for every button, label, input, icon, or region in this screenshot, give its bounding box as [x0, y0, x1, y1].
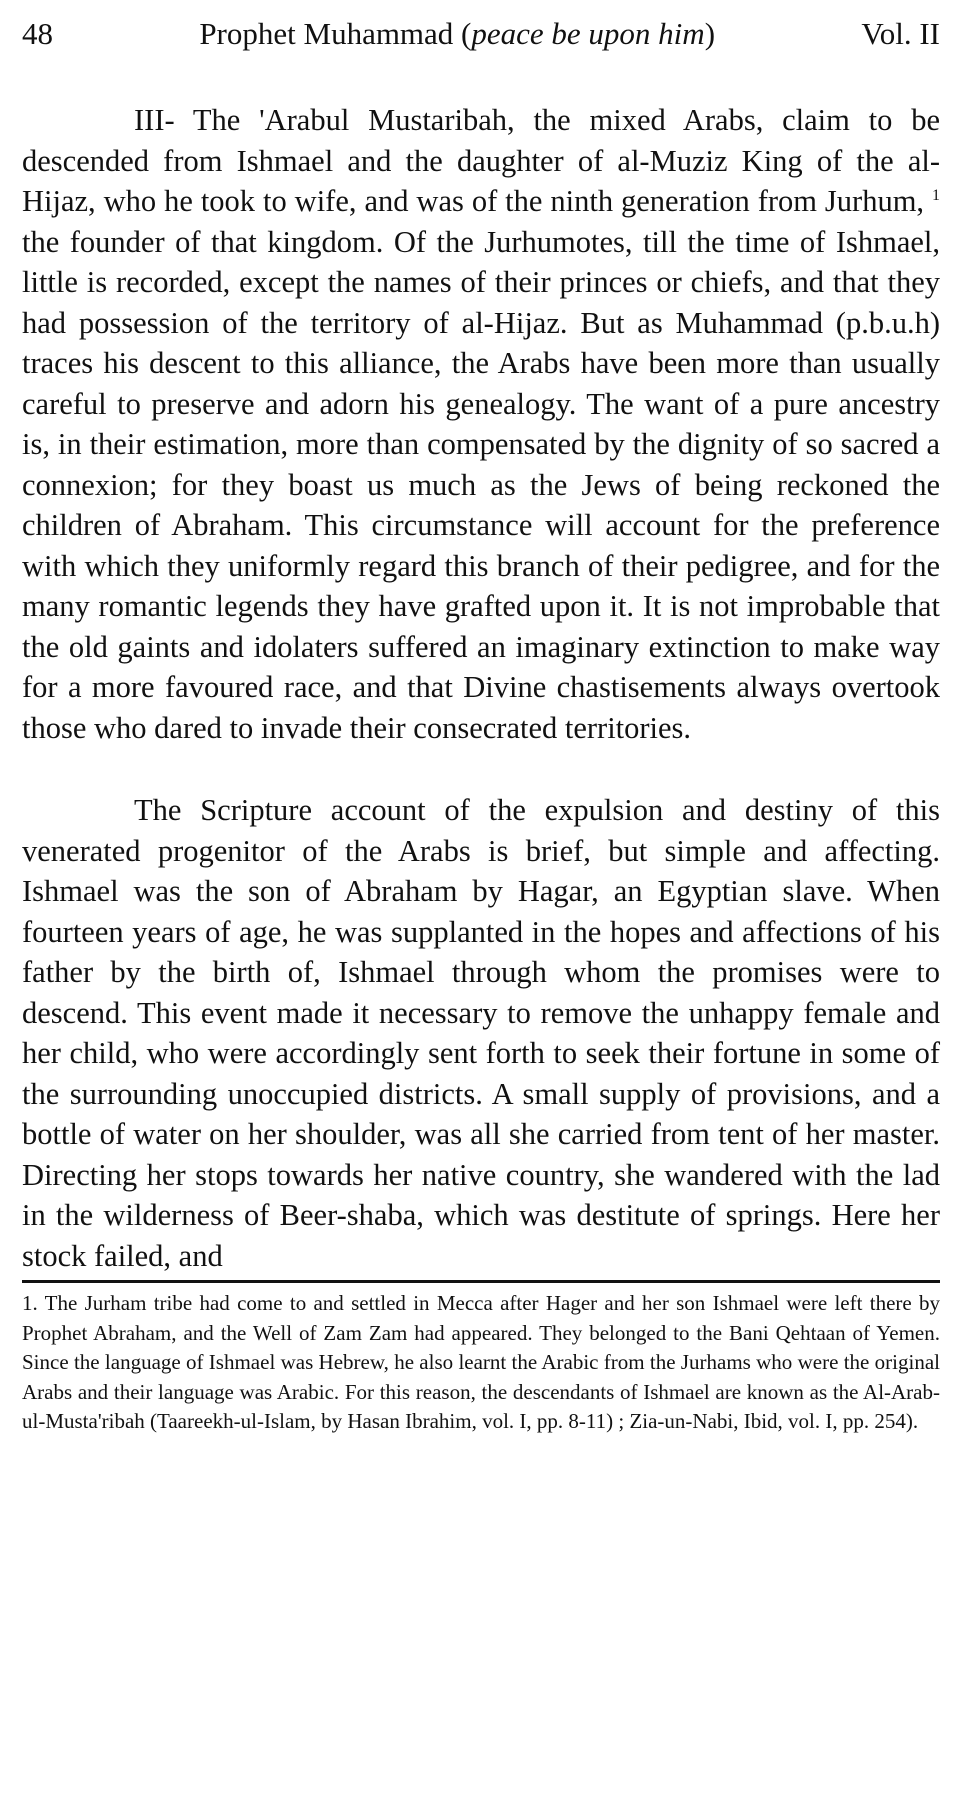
running-header — [22, 14, 940, 56]
volume-label: Vol. II — [861, 16, 940, 51]
footnote-divider — [22, 1280, 940, 1283]
title-close: ) — [704, 16, 716, 51]
book-page — [22, 14, 940, 1437]
title-main: Prophet Muhammad ( — [199, 16, 472, 51]
page-number: 48 — [22, 16, 53, 51]
footnote: 1. The Jurham tribe had come to and settled in Mecca after Hager and her son Ishmael were left there by Prophet Abraham, and the Well of Zam Zam had appeared. They belonged to the Bani Qehtaan of Yemen. Since the language of Ishmael was Hebrew, he also learnt the Arabic from the Jurhams who were the original Arabs and their language was Arabic. For this reason, the descendants of Ishmael are known as the Al-Arab-ul-Musta'ribah (Taareekh-ul-Islam, by Hasan Ibrahim, vol. I, pp. 8-11) ; Zia-un-Nabi, Ibid, vol. I, pp. 254). — [22, 1291, 940, 1433]
running-title — [199, 14, 715, 54]
footnote-reference: 1 — [932, 186, 941, 204]
body-paragraph-2 — [22, 790, 940, 1276]
paragraph-2-text: The Scripture account of the expulsion and destiny of this venerated progenitor of the Arabs is brief, but simple and affecting. Ishmael was the son of Abraham by Hagar, an Egyptian slave. When fourteen years of age, he was supplanted in the hopes and affections of his father by the birth of, Ishmael through whom the promises were to descend. This event made it necessary to remove the unhappy female and her child, who were accordingly sent forth to seek their fortune in some of the surrounding unoccupied districts. A small supply of provisions, and a bottle of water on her shoulder, was all she carried from tent of her master. Directing her stops towards her native country, she wandered with the lad in the wilderness of Beer-shaba, which was destitute of springs. Here her stock failed, and — [22, 793, 940, 1273]
title-italic: peace be upon him — [471, 16, 705, 51]
body-paragraph-1 — [22, 100, 940, 748]
paragraph-1-text-end: the founder of that kingdom. Of the Jurhumotes, till the time of Ishmael, little is recorded, except the names of their princes or chiefs, and that they had possession of the territory of al-Hijaz. But as Muhammad (p.b.u.h) traces his descent to this alliance, the Arabs have been more than usually careful to preserve and adorn his genealogy. The want of a pure ancestry is, in their estimation, more than compensated by the dignity of so sacred a connexion; for they boast us much as the Jews of being reckoned the children of Abraham. This circumstance will account for the preference with which they uniformly regard this branch of their pedigree, and for the many romantic legends they have grafted upon it. It is not improbable that the old gaints and idolaters suffered an imaginary extinction to make way for a more favoured race, and that Divine chastisements always overtook those who dared to invade their consecrated territories. — [22, 224, 940, 745]
paragraph-gap — [22, 748, 940, 790]
paragraph-1-text-start: III- The 'Arabul Mustaribah, the mixed Arabs, claim to be descended from Ishmael and the daughter of al-Muziz King of the al-Hijaz, who he took to wife, and was of the ninth generation from Jurhum, — [22, 103, 940, 218]
